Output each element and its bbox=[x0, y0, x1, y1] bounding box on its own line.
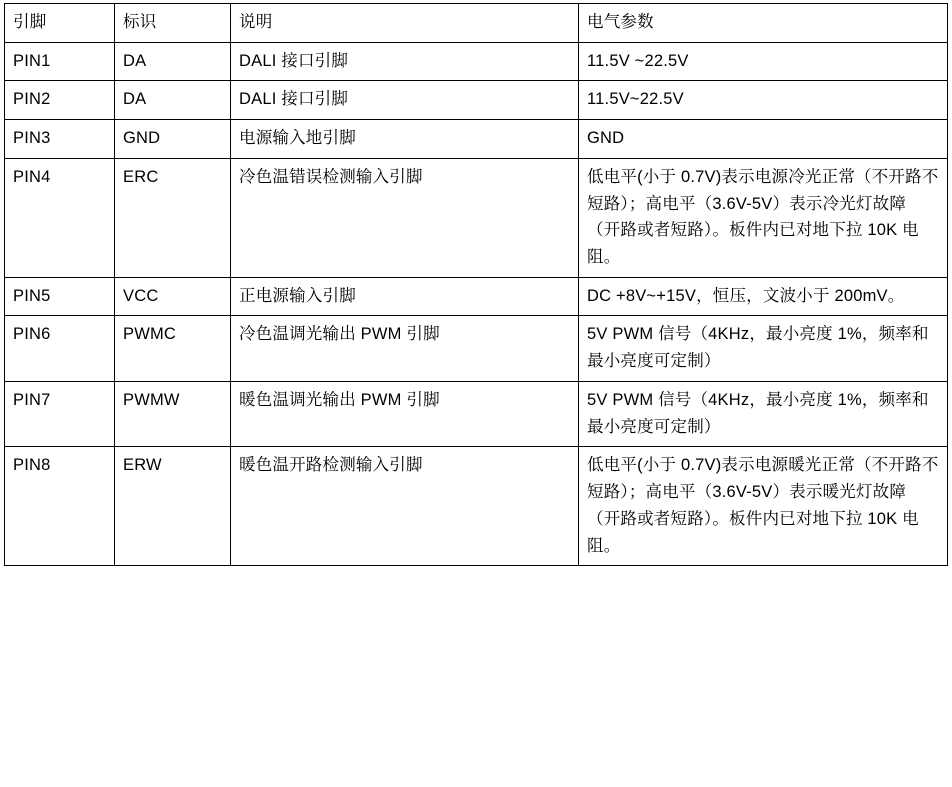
table-row bbox=[5, 42, 948, 81]
cell-pin-text: PIN8 bbox=[13, 456, 51, 475]
column-header-param bbox=[579, 4, 948, 43]
column-header-param-label: 电气参数 bbox=[587, 13, 654, 31]
cell-param-text: DC +8V~+15V，恒压，文波小于 200mV。 bbox=[587, 286, 905, 305]
cell-desc bbox=[231, 277, 579, 316]
column-header-desc bbox=[231, 4, 579, 43]
cell-pin-text: PIN7 bbox=[13, 390, 51, 409]
cell-desc-text: DALI 接口引脚 bbox=[239, 90, 349, 109]
cell-desc-text: DALI 接口引脚 bbox=[239, 51, 349, 70]
cell-pin bbox=[5, 158, 115, 277]
cell-pin bbox=[5, 42, 115, 81]
cell-desc-text: 暖色温开路检测输入引脚 bbox=[239, 456, 423, 475]
cell-mark bbox=[115, 316, 231, 381]
cell-mark bbox=[115, 81, 231, 120]
cell-mark bbox=[115, 42, 231, 81]
cell-desc-text: 冷色温错误检测输入引脚 bbox=[239, 167, 423, 186]
column-header-mark-label: 标识 bbox=[123, 13, 157, 31]
column-header-pin bbox=[5, 4, 115, 43]
cell-pin-text: PIN4 bbox=[13, 167, 51, 186]
cell-pin-text: PIN3 bbox=[13, 129, 51, 148]
cell-param-text: 低电平(小于 0.7V)表示电源冷光正常（不开路不短路）；高电平（3.6V-5V）表示冷光灯故障（开路或者短路）。板件内已对地下拉 10K 电阻。 bbox=[587, 167, 939, 267]
cell-desc-text: 暖色温调光输出 PWM 引脚 bbox=[239, 390, 440, 409]
cell-pin bbox=[5, 120, 115, 159]
cell-desc bbox=[231, 447, 579, 566]
cell-param-text: 5V PWM 信号（4KHz，最小亮度 1%，频率和最小亮度可定制） bbox=[587, 390, 929, 436]
cell-desc bbox=[231, 42, 579, 81]
table-row bbox=[5, 316, 948, 381]
cell-desc-text: 正电源输入引脚 bbox=[239, 286, 356, 305]
cell-param-text: 11.5V ~22.5V bbox=[587, 51, 689, 70]
cell-param bbox=[579, 316, 948, 381]
cell-desc bbox=[231, 120, 579, 159]
cell-param bbox=[579, 120, 948, 159]
cell-mark bbox=[115, 158, 231, 277]
cell-mark-text: DA bbox=[123, 51, 147, 70]
cell-mark bbox=[115, 120, 231, 159]
cell-param bbox=[579, 81, 948, 120]
table-row bbox=[5, 120, 948, 159]
cell-pin-text: PIN5 bbox=[13, 286, 51, 305]
column-header-pin-label: 引脚 bbox=[13, 13, 47, 31]
table-row bbox=[5, 447, 948, 566]
cell-param bbox=[579, 158, 948, 277]
cell-desc bbox=[231, 158, 579, 277]
cell-param-text: 11.5V~22.5V bbox=[587, 90, 684, 109]
cell-pin bbox=[5, 277, 115, 316]
cell-param-text: 低电平(小于 0.7V)表示电源暖光正常（不开路不短路）；高电平（3.6V-5V）表示暖光灯故障（开路或者短路）。板件内已对地下拉 10K 电阻。 bbox=[587, 456, 939, 555]
cell-mark bbox=[115, 447, 231, 566]
table-row bbox=[5, 81, 948, 120]
cell-mark bbox=[115, 277, 231, 316]
cell-desc bbox=[231, 81, 579, 120]
cell-desc-text: 电源输入地引脚 bbox=[239, 129, 356, 148]
cell-desc bbox=[231, 381, 579, 446]
cell-mark-text: VCC bbox=[123, 286, 159, 305]
cell-pin bbox=[5, 316, 115, 381]
cell-pin-text: PIN1 bbox=[13, 51, 51, 70]
cell-mark-text: GND bbox=[123, 129, 161, 148]
cell-mark-text: DA bbox=[123, 90, 147, 109]
cell-pin-text: PIN2 bbox=[13, 90, 51, 109]
cell-mark-text: PWMC bbox=[123, 325, 177, 344]
cell-param-text: GND bbox=[587, 129, 625, 148]
cell-param bbox=[579, 447, 948, 566]
table-row bbox=[5, 277, 948, 316]
table-row bbox=[5, 381, 948, 446]
column-header-mark bbox=[115, 4, 231, 43]
cell-param bbox=[579, 381, 948, 446]
cell-mark-text: ERC bbox=[123, 167, 159, 186]
cell-desc bbox=[231, 316, 579, 381]
cell-pin bbox=[5, 381, 115, 446]
table-row bbox=[5, 158, 948, 277]
cell-param bbox=[579, 277, 948, 316]
cell-pin-text: PIN6 bbox=[13, 325, 51, 344]
cell-param-text: 5V PWM 信号（4KHz，最小亮度 1%，频率和最小亮度可定制） bbox=[587, 325, 929, 371]
cell-pin bbox=[5, 447, 115, 566]
cell-pin bbox=[5, 81, 115, 120]
cell-desc-text: 冷色温调光输出 PWM 引脚 bbox=[239, 325, 440, 344]
cell-mark-text: PWMW bbox=[123, 390, 180, 409]
table-header-row bbox=[5, 4, 948, 43]
cell-param bbox=[579, 42, 948, 81]
cell-mark bbox=[115, 381, 231, 446]
pin-definition-table bbox=[4, 3, 948, 566]
cell-mark-text: ERW bbox=[123, 456, 162, 475]
column-header-desc-label: 说明 bbox=[239, 13, 273, 31]
